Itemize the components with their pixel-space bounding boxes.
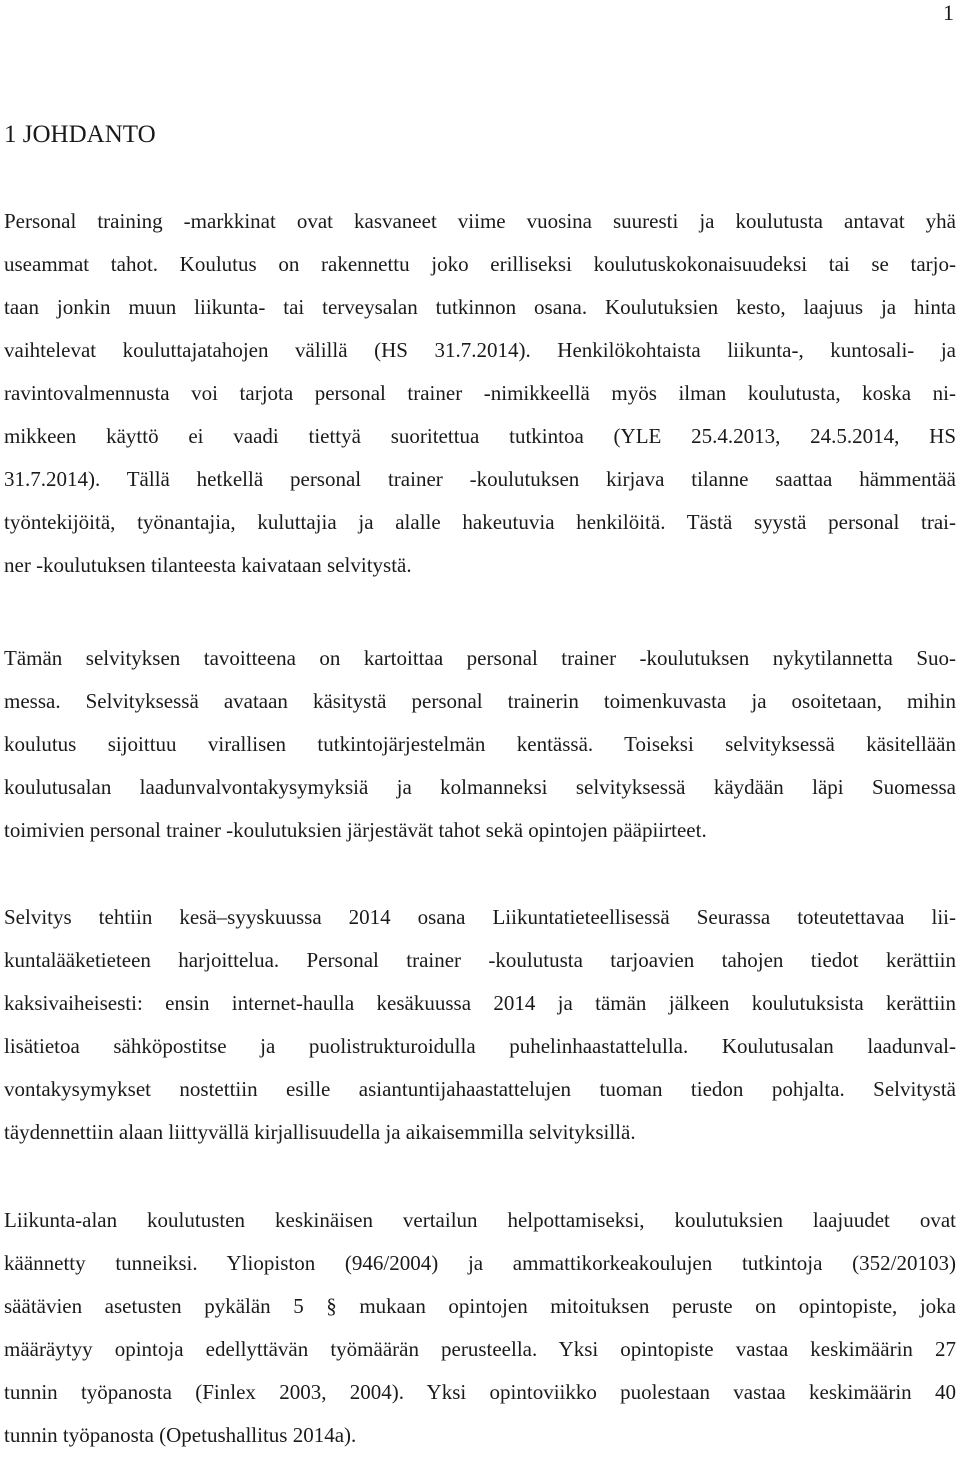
page-number: 1 xyxy=(943,0,954,25)
paragraph-intro xyxy=(4,200,956,587)
text-line: Tämän selvityksen tavoitteena on kartoittaa personal trainer -koulutuksen nykytilannetta Suo- xyxy=(4,646,956,670)
chapter-heading: 1 JOHDANTO xyxy=(4,121,156,148)
text-line: käännetty tunneiksi. Yliopiston (946/2004) ja ammattikorkeakoulujen tutkintoja (352/20103) xyxy=(4,1251,956,1275)
text-line: koulutusalan laadunvalvontakysymyksiä ja kolmanneksi selvityksessä käydään läpi Suomessa xyxy=(4,775,956,799)
text-line: tunnin työpanosta (Opetushallitus 2014a). xyxy=(4,1423,357,1447)
text-line: Liikunta-alan koulutusten keskinäisen vertailun helpottamiseksi, koulutuksien laajuudet ovat xyxy=(4,1208,956,1232)
text-line: Selvitys tehtiin kesä–syyskuussa 2014 osana Liikuntatieteellisessä Seurassa toteutettavaa lii- xyxy=(4,905,956,929)
text-line: vontakysymykset nostettiin esille asiantuntijahaastattelujen tuoman tiedon pohjalta. Selvitystä xyxy=(4,1077,956,1101)
paragraph-method xyxy=(4,896,956,1154)
text-line: ner -koulutuksen tilanteesta kaivataan selvitystä. xyxy=(4,553,412,577)
text-line: määräytyy opintoja edellyttävän työmäärän perusteella. Yksi opintopiste vastaa keskimäärin 27 xyxy=(4,1337,956,1361)
text-line: kaksivaiheisesti: ensin internet-haulla kesäkuussa 2014 ja tämän jälkeen koulutuksista kerättiin xyxy=(4,991,956,1015)
text-line: toimivien personal trainer -koulutuksien järjestävät tahot sekä opintojen pääpiirteet. xyxy=(4,818,707,842)
text-line: Personal training -markkinat ovat kasvaneet viime vuosina suuresti ja koulutusta antavat yhä xyxy=(4,209,956,233)
paragraph-objectives xyxy=(4,637,956,852)
text-line: kuntalääketieteen harjoittelua. Personal trainer -koulutusta tarjoavien tahojen tiedot kerättiin xyxy=(4,948,956,972)
text-line: taan jonkin muun liikunta- tai terveysalan tutkinnon osana. Koulutuksien kesto, laajuus ja hinta xyxy=(4,295,956,319)
text-line: useammat tahot. Koulutus on rakennettu joko erilliseksi koulutuskokonaisuudeksi tai se tarjo- xyxy=(4,252,956,276)
text-line: lisätietoa sähköpostitse ja puolistrukturoidulla puhelinhaastattelulla. Koulutusalan laadunval- xyxy=(4,1034,956,1058)
text-line: ravintovalmennusta voi tarjota personal trainer -nimikkeellä myös ilman koulutusta, koska ni- xyxy=(4,381,956,405)
text-line: tunnin työpanosta (Finlex 2003, 2004). Yksi opintoviikko puolestaan vastaa keskimäärin 40 xyxy=(4,1380,956,1404)
text-line: työntekijöitä, työnantajia, kuluttajia ja alalle hakeutuvia henkilöitä. Tästä syystä personal trai- xyxy=(4,510,956,534)
text-line: messa. Selvityksessä avataan käsitystä personal trainerin toimenkuvasta ja osoitetaan, mihin xyxy=(4,689,956,713)
text-line: mikkeen käyttö ei vaadi tiettyä suoritettua tutkintoa (YLE 25.4.2013, 24.5.2014, HS xyxy=(4,424,956,448)
text-line: säätävien asetusten pykälän 5 § mukaan opintojen mitoituksen peruste on opintopiste, joka xyxy=(4,1294,956,1318)
text-line: vaihtelevat kouluttajatahojen välillä (HS 31.7.2014). Henkilökohtaista liikunta-, kuntosali- ja xyxy=(4,338,956,362)
text-line: 31.7.2014). Tällä hetkellä personal trainer -koulutuksen kirjava tilanne saattaa hämmentää xyxy=(4,467,956,491)
text-line: koulutus sijoittuu virallisen tutkintojärjestelmän kentässä. Toiseksi selvityksessä käsitellään xyxy=(4,732,956,756)
text-line: täydennettiin alaan liittyvällä kirjallisuudella ja aikaisemmilla selvityksillä. xyxy=(4,1120,636,1144)
paragraph-units xyxy=(4,1199,956,1457)
